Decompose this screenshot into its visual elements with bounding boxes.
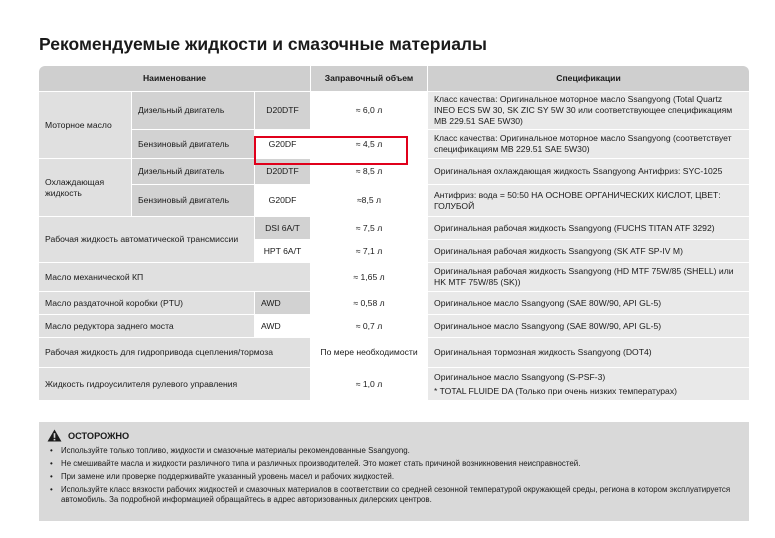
specification: Класс качества: Оригинальное моторное масло Ssangyong (Total Quartz INEO ECS 5W 30, SK ZIC SY 5W 30 или соответствующее спецификациям MB 229.51 SAE 5W30) <box>428 92 749 130</box>
fill-volume: ≈ 8,5 л <box>311 159 428 185</box>
caution-item: • Используйте только топливо, жидкости и смазочные материалы рекомендованные Ssangyong. <box>47 446 741 456</box>
table-row <box>39 368 749 401</box>
highlight-box <box>254 136 408 165</box>
caution-item: • При замене или проверке поддерживайте указанный уровень масел и рабочих жидкостей. <box>47 472 741 482</box>
fill-volume: ≈ 7,1 л <box>311 240 428 263</box>
category-clutch-brake-fluid: Рабочая жидкость для гидропривода сцепления/тормоза <box>39 338 311 368</box>
caution-box <box>39 422 749 521</box>
caution-header <box>47 429 741 442</box>
fill-volume: ≈ 0,7 л <box>311 315 428 338</box>
specification: Оригинальная рабочая жидкость Ssangyong (SK ATF SP-IV M) <box>428 240 749 263</box>
table-row <box>39 263 749 292</box>
spec-line: * TOTAL FLUIDE DA (Только при очень низких температурах) <box>434 385 677 396</box>
fill-volume: ≈ 1,65 л <box>311 263 428 292</box>
category-manual-transmission: Масло механической КП <box>39 263 311 292</box>
engine-code: G20DF <box>255 130 311 159</box>
specification: Оригинальная рабочая жидкость Ssangyong (HD MTF 75W/85 (SHELL) или HK MTF 75W/85 (SK)) <box>428 263 749 292</box>
table-row <box>39 185 749 217</box>
fluids-table <box>39 66 749 401</box>
drive-code: AWD <box>255 292 311 315</box>
transmission-code: DSI 6A/T <box>255 217 311 240</box>
category-ptu: Масло раздаточной коробки (PTU) <box>39 292 255 315</box>
category-rear-axle: Масло редуктора заднего моста <box>39 315 255 338</box>
fill-volume: ≈8,5 л <box>311 185 428 217</box>
fill-volume: ≈ 6,0 л <box>311 92 428 130</box>
fill-volume: ≈ 7,5 л <box>311 217 428 240</box>
header-volume: Заправочный объем <box>311 66 428 92</box>
caution-item: • Не смешивайте масла и жидкости различного типа и различных производителей. Это может стать причиной возникновения неисправностей. <box>47 459 741 469</box>
transmission-code: HPT 6A/T <box>255 240 311 263</box>
header-name: Наименование <box>39 66 311 92</box>
warning-icon <box>47 429 62 442</box>
fill-volume: ≈ 1,0 л <box>311 368 428 401</box>
table-row <box>39 92 749 130</box>
engine-type: Бензиновый двигатель <box>132 185 255 217</box>
specification: Класс качества: Оригинальное моторное масло Ssangyong (соответствует спецификациям MB 229.51 SAE 5W30) <box>428 130 749 159</box>
engine-code: D20DTF <box>255 159 311 185</box>
category-coolant: Охлаждающая жидкость <box>39 159 132 217</box>
fill-volume: По мере необходимости <box>311 338 428 368</box>
specification: Оригинальное масло Ssangyong (SAE 80W/90, API GL-5) <box>428 315 749 338</box>
fill-volume: ≈ 0,58 л <box>311 292 428 315</box>
engine-type: Дизельный двигатель <box>132 92 255 130</box>
specification: Оригинальная рабочая жидкость Ssangyong (FUCHS TITAN ATF 3292) <box>428 217 749 240</box>
page-title: Рекомендуемые жидкости и смазочные материалы <box>39 34 487 54</box>
table-row <box>39 217 749 240</box>
table-header-row <box>39 66 749 92</box>
table-row <box>39 315 749 338</box>
category-power-steering: Жидкость гидроусилителя рулевого управления <box>39 368 311 401</box>
engine-code: G20DF <box>255 185 311 217</box>
specification: Оригинальная охлаждающая жидкость Ssangyong Антифриз: SYC-1025 <box>428 159 749 185</box>
caution-list <box>47 446 741 505</box>
specification <box>428 368 749 401</box>
category-atf: Рабочая жидкость автоматической трансмиссии <box>39 217 255 263</box>
engine-type: Бензиновый двигатель <box>132 130 255 159</box>
table-row <box>39 338 749 368</box>
table-row <box>39 292 749 315</box>
drive-code: AWD <box>255 315 311 338</box>
engine-type: Дизельный двигатель <box>132 159 255 185</box>
category-engine-oil: Моторное масло <box>39 92 132 159</box>
specification: Оригинальная тормозная жидкость Ssangyong (DOT4) <box>428 338 749 368</box>
specification: Антифриз: вода = 50:50 НА ОСНОВЕ ОРГАНИЧЕСКИХ КИСЛОТ, ЦВЕТ: ГОЛУБОЙ <box>428 185 749 217</box>
caution-item: • Используйте класс вязкости рабочих жидкостей и смазочных материалов в соответствии со средней сезонной температурой окружающей среды, региона в котором эксплуатируется автомобиль. За подробной информацией обращайтесь в адрес авторизованных дилерских центров. <box>47 485 741 506</box>
specification: Оригинальное масло Ssangyong (SAE 80W/90, API GL-5) <box>428 292 749 315</box>
caution-title: ОСТОРОЖНО <box>68 430 130 441</box>
engine-code: D20DTF <box>255 92 311 130</box>
spec-line: Оригинальное масло Ssangyong (S-PSF-3) <box>434 371 606 382</box>
fill-volume: ≈ 4,5 л <box>311 130 428 159</box>
header-specs: Спецификации <box>428 66 749 92</box>
